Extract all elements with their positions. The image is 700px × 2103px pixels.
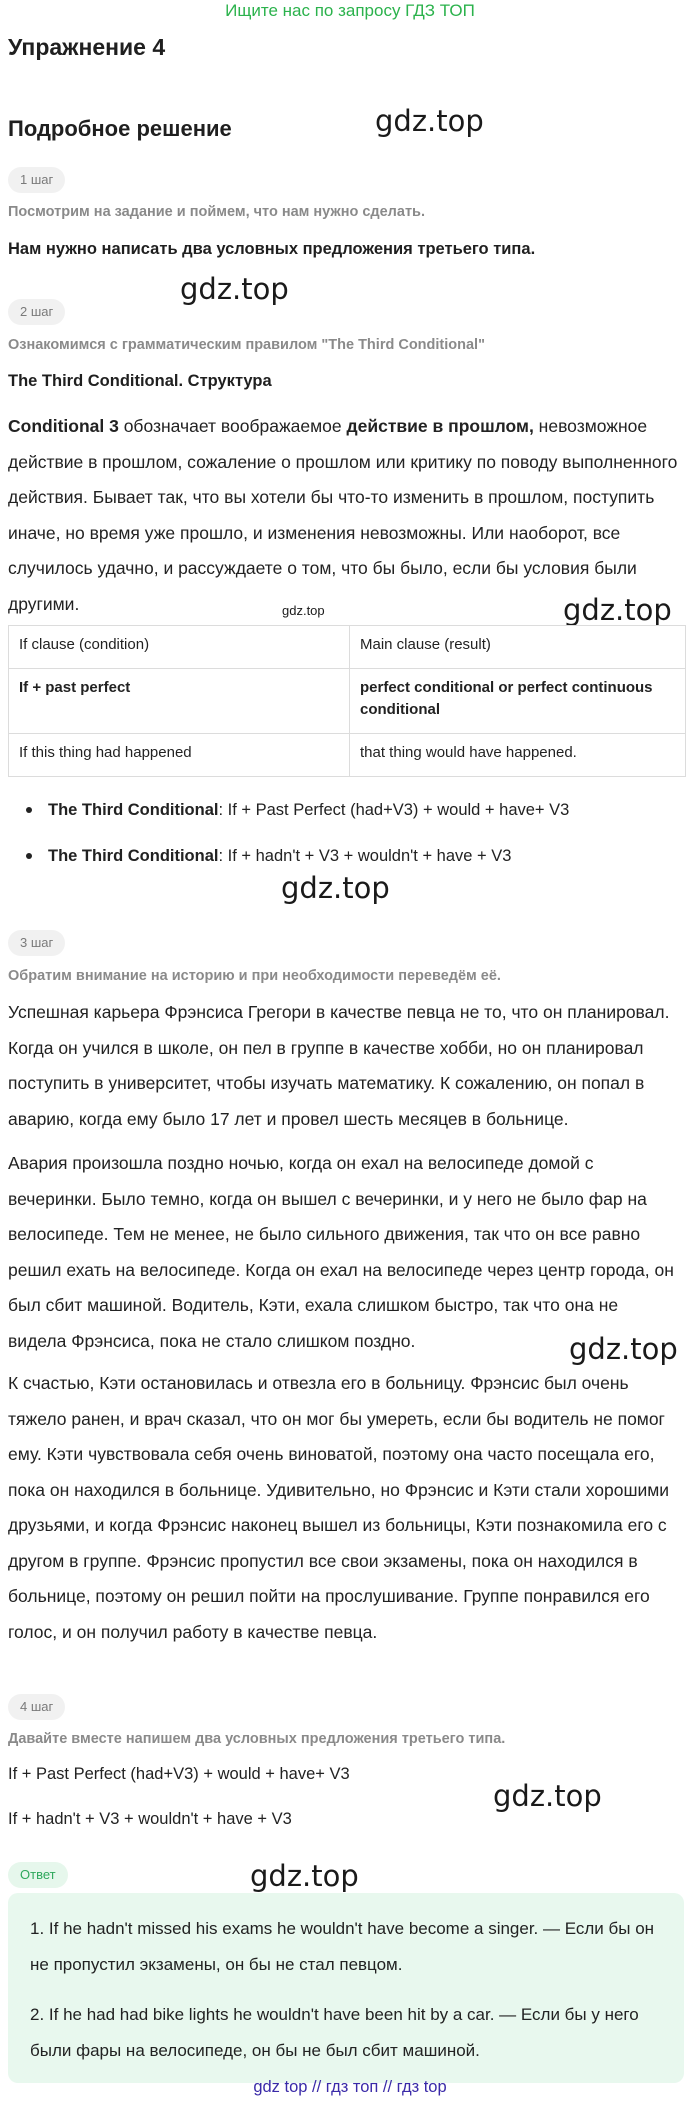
table-cell: If clause (condition) bbox=[9, 626, 350, 669]
page-title: Упражнение 4 bbox=[8, 34, 166, 60]
story-paragraph-2: Авария произошла поздно ночью, когда он ехал на велосипеде домой с вечеринки. Было темно, когда он вышел с вечеринки, и у него не было фар на велосипеде. Тем не менее, не было сильного движения, так что он все равно решил ехать на велосипеде. Когда он ехал на велосипеде через центр города, он был сбит машиной. Водитель, Кэти, ехала слишком быстро, так что она не видела Фрэнсиса, пока не стало слишком поздно. bbox=[8, 1153, 674, 1351]
rule-term: Conditional 3 bbox=[8, 416, 119, 436]
table-cell: If + past perfect bbox=[9, 669, 350, 734]
table-row bbox=[9, 669, 686, 734]
table-row bbox=[9, 734, 686, 777]
formula-negative: If + hadn't + V3 + wouldn't + have + V3 bbox=[8, 1810, 292, 1828]
watermark: gdz.top bbox=[281, 871, 390, 905]
table-cell: perfect conditional or perfect continuous conditional bbox=[350, 669, 686, 734]
step-2-badge: 2 шаг bbox=[8, 299, 65, 325]
watermark: gdz.top bbox=[375, 104, 484, 138]
list-item: The Third Conditional: If + Past Perfect (had+V3) + would + have+ V3 bbox=[8, 798, 569, 844]
step-1-badge: 1 шаг bbox=[8, 167, 65, 193]
list-item: The Third Conditional: If + hadn't + V3 + wouldn't + have + V3 bbox=[8, 844, 569, 890]
answer-1: 1. If he hadn't missed his exams he wouldn't have become a singer. — Если бы он не пропустил экзамены, он бы не стал певцом. bbox=[30, 1919, 655, 1974]
story-paragraph-1: Успешная карьера Фрэнсиса Грегори в качестве певца не то, что он планировал. Когда он учился в школе, он пел в группе в качестве хобби, но он планировал поступить в университет, чтобы изучать математику. К сожалению, он попал в аварию, когда ему было 17 лет и провел шесть месяцев в больнице. bbox=[8, 1002, 670, 1129]
watermark: gdz.top bbox=[563, 593, 672, 627]
table-cell: Main clause (result) bbox=[350, 626, 686, 669]
rule-table bbox=[8, 625, 686, 777]
step-3-badge: 3 шаг bbox=[8, 930, 65, 956]
footer-links[interactable]: gdz top // гдз топ // гдз top bbox=[253, 2078, 447, 2096]
watermark: gdz.top bbox=[180, 272, 289, 306]
answer-box bbox=[8, 1893, 684, 2083]
watermark: gdz.top bbox=[250, 1859, 359, 1893]
table-cell: If this thing had happened bbox=[9, 734, 350, 777]
rule-emphasis: действие в прошлом, bbox=[346, 416, 534, 436]
watermark: gdz.top bbox=[493, 1779, 602, 1813]
answer-2: 2. If he had had bike lights he wouldn't have been hit by a car. — Если бы у него были фары на велосипеде, он бы не был сбит машиной. bbox=[30, 2005, 639, 2060]
rule-paragraph: Conditional 3 обозначает воображаемое действие в прошлом, невозможное действие в прошлом, сожаление о прошлом или критику по поводу выполненного действия. Бывает так, что вы хотели бы что-то изменить в прошлом, поступить иначе, но время уже прошло, и изменения невозможны. Или наоборот, все случилось удачно, и рассуждаете о том, что бы было, если бы условия были другими. bbox=[8, 416, 678, 614]
step-4-badge: 4 шаг bbox=[8, 1694, 65, 1720]
formula-affirmative: If + Past Perfect (had+V3) + would + have+ V3 bbox=[8, 1765, 350, 1783]
story-paragraph-3: К счастью, Кэти остановилась и отвезла его в больницу. Фрэнсис был очень тяжело ранен, и врач сказал, что он мог бы умереть, если бы водитель не помог ему. Кэти чувствовала себя очень виноватой, поэтому она часто посещала его, пока он находился в больнице. Удивительно, но Фрэнсис и Кэти стали хорошими друзьями, и когда Фрэнсис наконец вышел из больницы, Кэти познакомила его с другом в группе. Фрэнсис пропустил все свои экзамены, пока он находился в больнице, поэтому он решил пойти на прослушивание. Группе понравился его голос, и он получил работу в качестве певца. bbox=[8, 1373, 670, 1642]
section-title: Подробное решение bbox=[8, 116, 232, 141]
watermark: gdz.top bbox=[569, 1332, 678, 1366]
rule-heading: The Third Conditional. Структура bbox=[8, 372, 272, 390]
step-2-note: Ознакомимся с грамматическим правилом "The Third Conditional" bbox=[8, 337, 485, 353]
search-banner[interactable]: Ищите нас по запросу ГДЗ ТОП bbox=[225, 1, 475, 20]
bullet-icon bbox=[26, 807, 32, 813]
table-cell: that thing would have happened. bbox=[350, 734, 686, 777]
watermark-small: gdz.top bbox=[282, 603, 325, 618]
formula-list bbox=[8, 798, 569, 890]
step-1-note: Посмотрим на задание и поймем, что нам нужно сделать. bbox=[8, 204, 425, 220]
table-row bbox=[9, 626, 686, 669]
bullet-icon bbox=[26, 853, 32, 859]
step-3-note: Обратим внимание на историю и при необходимости переведём её. bbox=[8, 968, 501, 984]
answer-badge: Ответ bbox=[8, 1862, 68, 1888]
step-4-note: Давайте вместе напишем два условных предложения третьего типа. bbox=[8, 1731, 506, 1747]
step-1-text: Нам нужно написать два условных предложения третьего типа. bbox=[8, 240, 536, 258]
